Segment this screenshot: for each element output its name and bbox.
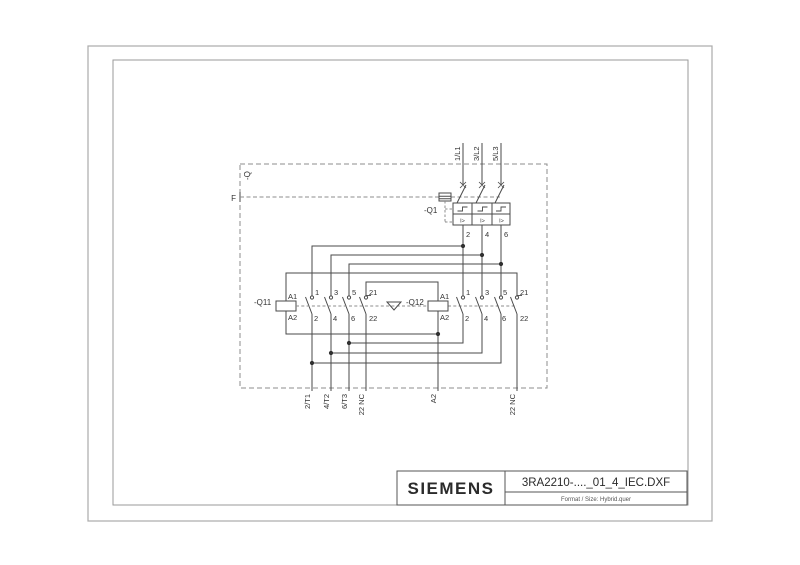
q11-terminal: 6 xyxy=(351,314,356,323)
fault-line-label: F xyxy=(231,194,236,203)
supply-terminal-label: 3/L2 xyxy=(472,146,481,161)
outgoing-terminal-label: 6/T3 xyxy=(340,394,349,410)
q12-terminal: 2 xyxy=(465,314,470,323)
format-size-line: Format / Size: Hybrid.quer xyxy=(560,497,632,503)
q12-a1-label: A1 xyxy=(440,292,450,301)
q12-label: -Q12 xyxy=(406,298,424,307)
breaker-output-label: 2 xyxy=(466,230,471,239)
magnetic-trip-icon: I> xyxy=(460,218,465,225)
contactor-q11 xyxy=(254,288,377,323)
q11-terminal: 4 xyxy=(333,314,338,323)
breaker-output-label: 6 xyxy=(504,230,509,239)
q12-terminal: 3 xyxy=(485,288,490,297)
q12-terminal: 22 xyxy=(520,314,529,323)
drawing-filename: 3RA2210-...._01_4_IEC.DXF xyxy=(521,477,671,489)
q12-terminal: 6 xyxy=(502,314,507,323)
q12-contact-stubs xyxy=(463,288,517,296)
breaker-switch-blades xyxy=(457,185,504,203)
magnetic-trip-icon: I> xyxy=(499,218,504,225)
q11-terminal: 22 xyxy=(369,314,378,323)
outgoing-terminals xyxy=(303,393,517,415)
breaker-operator-icon xyxy=(439,193,451,201)
q11-coil xyxy=(276,301,296,311)
brand-logo: SIEMENS xyxy=(407,479,495,498)
outer-frame xyxy=(88,46,712,521)
q11-a1-label: A1 xyxy=(288,292,298,301)
q11-terminal: 3 xyxy=(334,288,339,297)
supply-terminal-label: 1/L1 xyxy=(453,146,462,161)
breaker-output-label: 4 xyxy=(485,230,490,239)
thermal-overload-icon xyxy=(458,207,507,211)
q12-terminal: 1 xyxy=(466,288,471,297)
q11-terminal: 2 xyxy=(314,314,319,323)
title-block xyxy=(397,471,687,505)
breaker-label: -Q1 xyxy=(424,206,438,215)
q12-coil xyxy=(428,301,448,311)
q11-terminal: 21 xyxy=(369,288,378,297)
reversing-cross-wires xyxy=(312,314,501,363)
outgoing-terminal-label: 22 NC xyxy=(357,394,366,416)
enclosure-label: -Q xyxy=(243,171,252,180)
outgoing-terminal-label: 2/T1 xyxy=(303,394,312,410)
q11-contact-stubs xyxy=(312,288,366,296)
q11-label: -Q11 xyxy=(254,298,272,307)
q11-terminal: 5 xyxy=(352,288,357,297)
circuit-breaker-q1 xyxy=(424,182,510,239)
outgoing-terminal-label: 4/T2 xyxy=(322,394,331,410)
outgoing-terminal-label: 22 NC xyxy=(508,394,517,416)
q12-terminal: 5 xyxy=(503,288,508,297)
q12-terminal: 21 xyxy=(520,288,529,297)
supply-terminal-label: 5/L3 xyxy=(491,146,500,161)
coil-common-a2-wire xyxy=(286,311,438,391)
q11-a2-label: A2 xyxy=(288,313,298,322)
power-wiring xyxy=(286,225,517,391)
q11-terminal: 1 xyxy=(315,288,320,297)
breaker-mech-dashes xyxy=(445,201,453,223)
outgoing-terminal-label: A2 xyxy=(429,394,438,404)
q12-terminal: 4 xyxy=(484,314,489,323)
q12-a2-label: A2 xyxy=(440,313,450,322)
magnetic-trip-icon: I> xyxy=(480,218,485,225)
